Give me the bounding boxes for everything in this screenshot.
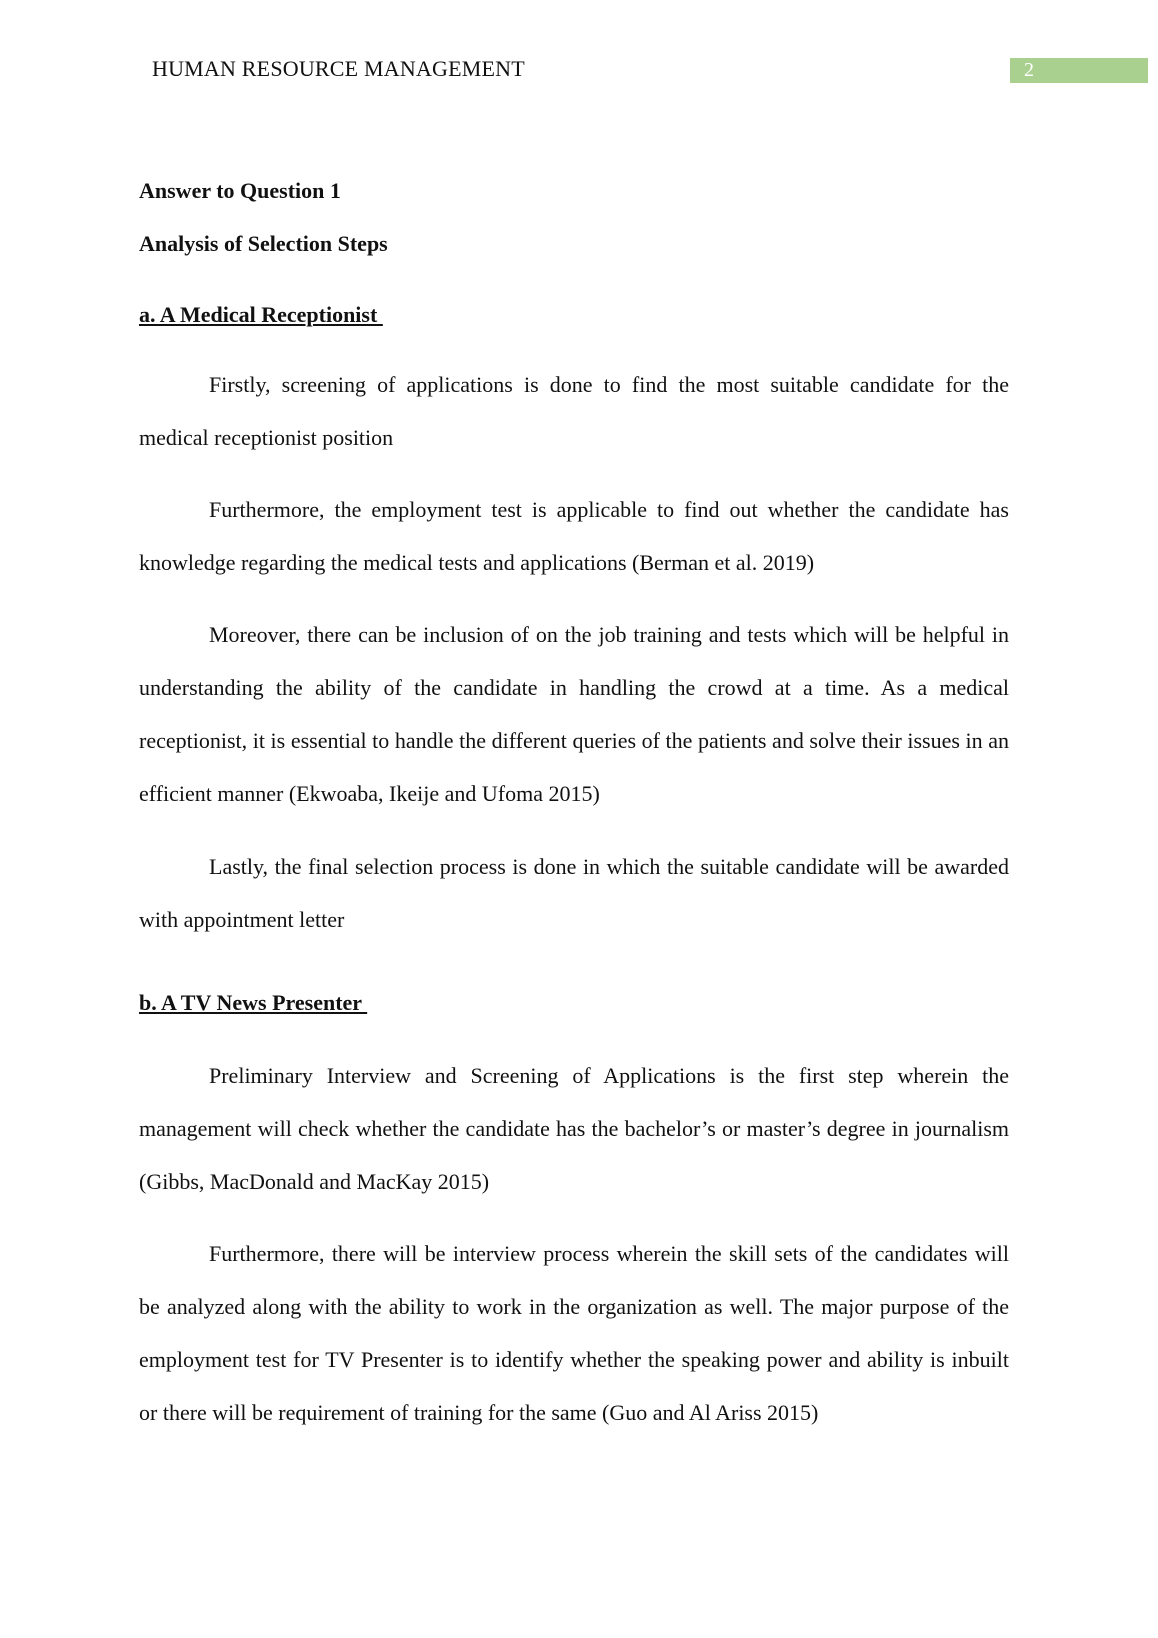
running-head: HUMAN RESOURCE MANAGEMENT (152, 56, 525, 81)
section-b-title: b. A TV News Presenter (139, 990, 368, 1015)
page-number: 2 (1024, 59, 1034, 81)
section-b-paragraph-1: Preliminary Interview and Screening of Applications is the first step wherein the management will check whether the candidate has the bachelor’s or master’s degree in journalism (Gibbs, MacDonald and MacKay 2015) (139, 1063, 1009, 1194)
analysis-heading: Analysis of Selection Steps (139, 231, 388, 256)
section-a-paragraph-4: Lastly, the final selection process is done in which the suitable candidate will be awarded with appointment letter (139, 854, 1009, 932)
section-a-paragraph-3: Moreover, there can be inclusion of on the job training and tests which will be helpful in understanding the ability of the candidate in handling the crowd at a time. As a medical receptionist, it is essential to handle the different queries of the patients and solve their issues in an efficient manner (Ekwoaba, Ikeije and Ufoma 2015) (139, 622, 1009, 806)
page-number-bar (1010, 58, 1148, 83)
section-a-paragraph-2: Furthermore, the employment test is applicable to find out whether the candidate has knowledge regarding the medical tests and applications (Berman et al. 2019) (139, 497, 1009, 575)
section-a-paragraph-1: Firstly, screening of applications is done to find the most suitable candidate for the medical receptionist position (139, 372, 1009, 450)
section-a-title: a. A Medical Receptionist (139, 302, 383, 327)
answer-heading: Answer to Question 1 (139, 178, 341, 203)
section-b-paragraph-2: Furthermore, there will be interview process wherein the skill sets of the candidates will be analyzed along with the ability to work in the organization as well. The major purpose of the employment test for TV Presenter is to identify whether the speaking power and ability is inbuilt or there will be requirement of training for the same (Guo and Al Ariss 2015) (139, 1241, 1009, 1425)
